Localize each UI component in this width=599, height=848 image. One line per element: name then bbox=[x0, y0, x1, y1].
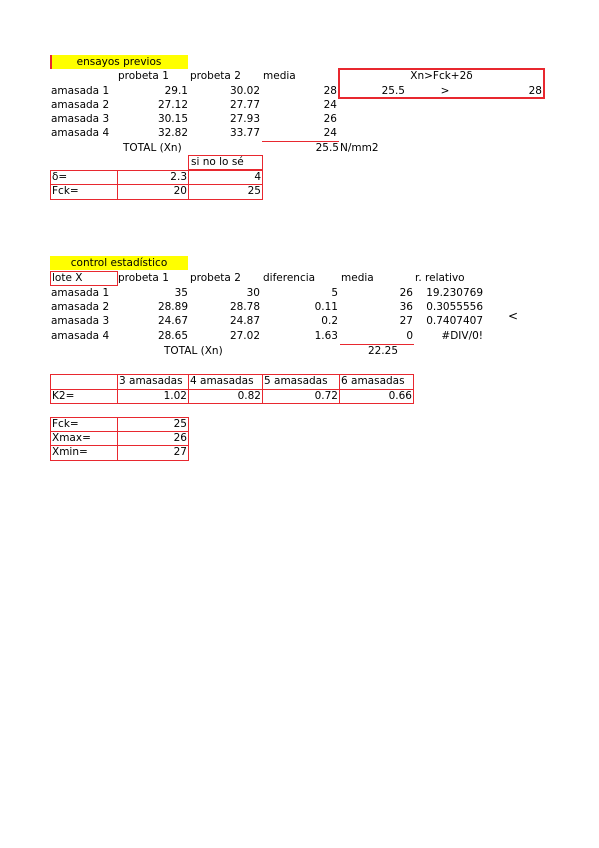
section1-row-label: amasada 3 bbox=[51, 113, 110, 125]
section2-row-label: amasada 1 bbox=[51, 287, 110, 299]
section2-cell-media: 0 bbox=[406, 330, 413, 342]
section2-header-probeta2: probeta 2 bbox=[190, 272, 241, 284]
section1-total-label: TOTAL (Xn) bbox=[123, 142, 182, 154]
sub-row-label: Fck= bbox=[52, 185, 79, 197]
k2-value: 0.82 bbox=[237, 390, 261, 402]
section1-cell-media: 24 bbox=[323, 127, 337, 139]
k2-label: K2= bbox=[52, 390, 75, 402]
sub-row-label: δ= bbox=[52, 171, 68, 183]
condition-title: Xn>Fck+2δ bbox=[410, 70, 473, 82]
section1-cell-p1: 27.12 bbox=[157, 99, 188, 111]
section2-cell-rr: 0.3055556 bbox=[426, 301, 483, 313]
condition-right-value: 28 bbox=[528, 85, 542, 97]
section1-header-probeta2: probeta 2 bbox=[190, 70, 241, 82]
section1-cell-p1: 32.82 bbox=[157, 127, 188, 139]
section2-header-media: media bbox=[341, 272, 374, 284]
stats-value: 26 bbox=[173, 432, 187, 444]
section2-cell-dif: 5 bbox=[331, 287, 338, 299]
section1-total-value: 25.5 bbox=[315, 142, 339, 154]
section2-header-lote: lote X bbox=[52, 272, 83, 284]
section1-cell-p2: 33.77 bbox=[229, 127, 260, 139]
section2-cell-p2: 28.78 bbox=[229, 301, 260, 313]
section1-header-media: media bbox=[263, 70, 296, 82]
section2-cell-p1: 35 bbox=[174, 287, 188, 299]
section2-cell-rr: #DIV/0! bbox=[441, 330, 483, 342]
k2-header: 3 amasadas bbox=[119, 375, 183, 387]
sub-header: si no lo sé bbox=[191, 156, 244, 168]
section1-cell-p2: 27.93 bbox=[229, 113, 260, 125]
section2-cell-dif: 0.11 bbox=[314, 301, 338, 313]
section2-cell-media: 36 bbox=[399, 301, 413, 313]
less-than-sign: < bbox=[508, 309, 519, 323]
section2-cell-rr: 19.230769 bbox=[426, 287, 483, 299]
section2-cell-p1: 24.67 bbox=[157, 315, 188, 327]
stats-label: Xmax= bbox=[52, 432, 91, 444]
section2-row-label: amasada 3 bbox=[51, 315, 110, 327]
section1-cell-media: 26 bbox=[323, 113, 337, 125]
section2-cell-media: 26 bbox=[399, 287, 413, 299]
sub-row-v2: 4 bbox=[254, 171, 261, 183]
k2-value: 1.02 bbox=[163, 390, 187, 402]
section2-cell-p2: 24.87 bbox=[229, 315, 260, 327]
section2-header-r-relativo: r. relativo bbox=[415, 272, 465, 284]
k2-header: 6 amasadas bbox=[341, 375, 405, 387]
section2-header-probeta1: probeta 1 bbox=[118, 272, 169, 284]
stats-value: 25 bbox=[173, 418, 187, 430]
stats-label: Fck= bbox=[52, 418, 79, 430]
condition-left-value: 25.5 bbox=[381, 85, 405, 97]
section2-total-label: TOTAL (Xn) bbox=[164, 345, 223, 357]
section1-row-label: amasada 4 bbox=[51, 127, 110, 139]
section1-header-probeta1: probeta 1 bbox=[118, 70, 169, 82]
k2-header: 4 amasadas bbox=[190, 375, 254, 387]
section1-cell-p1: 29.1 bbox=[164, 85, 188, 97]
section2-title: control estadístico bbox=[70, 257, 168, 269]
section2-row-label: amasada 4 bbox=[51, 330, 110, 342]
section1-row-label: amasada 2 bbox=[51, 99, 110, 111]
section2-header-diferencia: diferencia bbox=[263, 272, 316, 284]
sub-row-v1: 20 bbox=[173, 185, 187, 197]
k2-header: 5 amasadas bbox=[264, 375, 328, 387]
section2-cell-media: 27 bbox=[399, 315, 413, 327]
sub-row-v1: 2.3 bbox=[170, 171, 187, 183]
section2-cell-p2: 27.02 bbox=[229, 330, 260, 342]
section2-cell-p1: 28.89 bbox=[157, 301, 188, 313]
section1-cell-p1: 30.15 bbox=[157, 113, 188, 125]
section1-title: ensayos previos bbox=[76, 56, 162, 68]
k2-label-header-cell bbox=[50, 374, 118, 390]
section1-cell-media: 24 bbox=[323, 99, 337, 111]
sub-row-v2: 25 bbox=[247, 185, 261, 197]
section2-cell-p1: 28.65 bbox=[157, 330, 188, 342]
section1-cell-p2: 27.77 bbox=[229, 99, 260, 111]
section2-cell-dif: 0.2 bbox=[321, 315, 338, 327]
section1-cell-media: 28 bbox=[323, 85, 337, 97]
stats-label: Xmin= bbox=[52, 446, 88, 458]
condition-operator: > bbox=[440, 85, 450, 97]
k2-value: 0.72 bbox=[314, 390, 338, 402]
section2-row-label: amasada 2 bbox=[51, 301, 110, 313]
k2-value: 0.66 bbox=[388, 390, 412, 402]
section2-cell-rr: 0.7407407 bbox=[426, 315, 483, 327]
section1-total-unit: N/mm2 bbox=[340, 142, 379, 154]
section2-total-value: 22.25 bbox=[367, 345, 398, 357]
section2-cell-p2: 30 bbox=[246, 287, 260, 299]
section1-row-label: amasada 1 bbox=[51, 85, 110, 97]
section1-cell-p2: 30.02 bbox=[229, 85, 260, 97]
section2-cell-dif: 1.63 bbox=[314, 330, 338, 342]
stats-value: 27 bbox=[173, 446, 187, 458]
